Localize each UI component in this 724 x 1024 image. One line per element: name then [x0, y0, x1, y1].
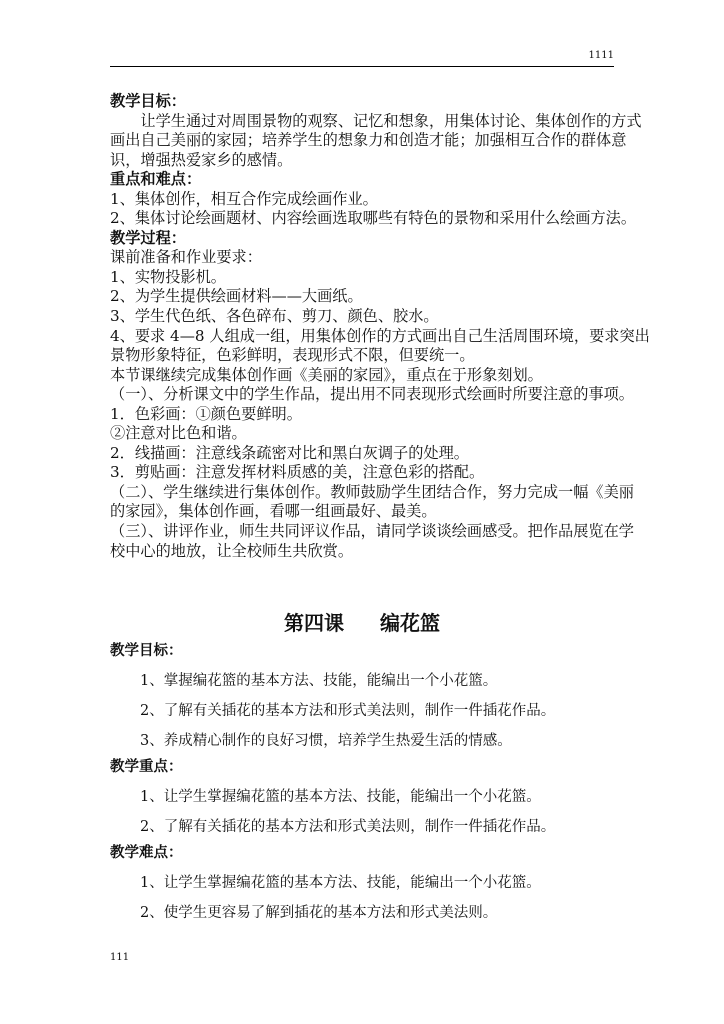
process-line: （一）、分析课文中的学生作品，提出用不同表现形式绘画时所要注意的事项。	[110, 385, 634, 404]
process-line: 景物形象特征，色彩鲜明，表现形式不限，但要统一。	[110, 346, 475, 365]
previous-lesson-section	[110, 92, 650, 561]
lesson-title	[0, 607, 724, 636]
goal-line: 画出自己美丽的家园；培养学生的想象力和创造才能；加强相互合作的群体意	[110, 131, 627, 150]
lesson-difficulty-item: 1、让学生掌握编花篮的基本方法、技能，能编出一个小花篮。	[140, 875, 541, 891]
process-line: 3．剪贴画：注意发挥材料质感的美，注意色彩的搭配。	[110, 463, 485, 482]
process-line: （二）、学生继续进行集体创作。教师鼓励学生团结合作，努力完成一幅《美丽	[110, 482, 634, 501]
lesson-goal-item: 3、养成精心制作的良好习惯，培养学生热爱生活的情感。	[140, 733, 512, 749]
lesson-number: 第四课	[284, 611, 344, 635]
process-line: 1、实物投影机。	[110, 267, 226, 286]
lesson-goal-heading: 教学目标：	[110, 642, 183, 659]
lesson-difficulty-heading: 教学难点：	[110, 844, 183, 861]
key-line: 1、集体创作，相互合作完成绘画作业。	[110, 189, 378, 208]
process-heading: 教学过程：	[110, 228, 186, 247]
key-heading: 重点和难点：	[110, 170, 202, 189]
goal-line: 让学生通过对周围景物的观察、记忆和想象，用集体讨论、集体创作的方式	[110, 111, 642, 130]
process-line: 3、学生代色纸、各色碎布、剪刀、颜色、胶水。	[110, 307, 439, 326]
process-line: ②注意对比色和谐。	[110, 424, 247, 443]
lesson-key-item: 2、了解有关插花的基本方法和形式美法则，制作一件插花作品。	[140, 819, 556, 835]
footer-page-number: 111	[110, 952, 130, 963]
lesson-key-item: 1、让学生掌握编花篮的基本方法、技能，能编出一个小花篮。	[140, 789, 541, 805]
process-line: 校中心的地放，让全校师生共欣赏。	[110, 541, 353, 560]
process-line: 2、为学生提供绘画材料——大画纸。	[110, 287, 363, 306]
process-line: 本节课继续完成集体创作画《美丽的家园》，重点在于形象刻划。	[110, 365, 543, 384]
goal-line: 识，增强热爱家乡的感情。	[110, 150, 293, 169]
lesson-difficulty-item: 2、使学生更容易了解到插花的基本方法和形式美法则。	[140, 905, 498, 921]
process-line: 1．色彩画：①颜色要鲜明。	[110, 404, 302, 423]
lesson-goal-item: 2、了解有关插花的基本方法和形式美法则，制作一件插花作品。	[140, 703, 556, 719]
process-line: 2．线描画：注意线条疏密对比和黑白灰调子的处理。	[110, 443, 469, 462]
key-line: 2、集体讨论绘画题材、内容绘画选取哪些有特色的景物和采用什么绘画方法。	[110, 209, 637, 228]
header-rule	[110, 66, 614, 67]
process-line: （三）、讲评作业，师生共同评议作品，请同学谈谈绘画感受。把作品展览在学	[110, 522, 634, 541]
header-page-number: 1111	[588, 50, 614, 61]
goal-heading: 教学目标：	[110, 92, 186, 110]
process-line: 课前准备和作业要求：	[110, 248, 262, 267]
lesson-section	[110, 640, 614, 928]
process-line: 的家园》，集体创作画，看哪一组画最好、最美。	[110, 502, 437, 521]
lesson-name: 编花篮	[380, 611, 440, 635]
process-line: 4、要求 4—8 人组成一组，用集体创作的方式画出自己生活周围环境，要求突出	[110, 326, 650, 345]
lesson-key-heading: 教学重点：	[110, 758, 183, 775]
lesson-goal-item: 1、掌握编花篮的基本方法、技能，能编出一个小花篮。	[140, 673, 498, 689]
